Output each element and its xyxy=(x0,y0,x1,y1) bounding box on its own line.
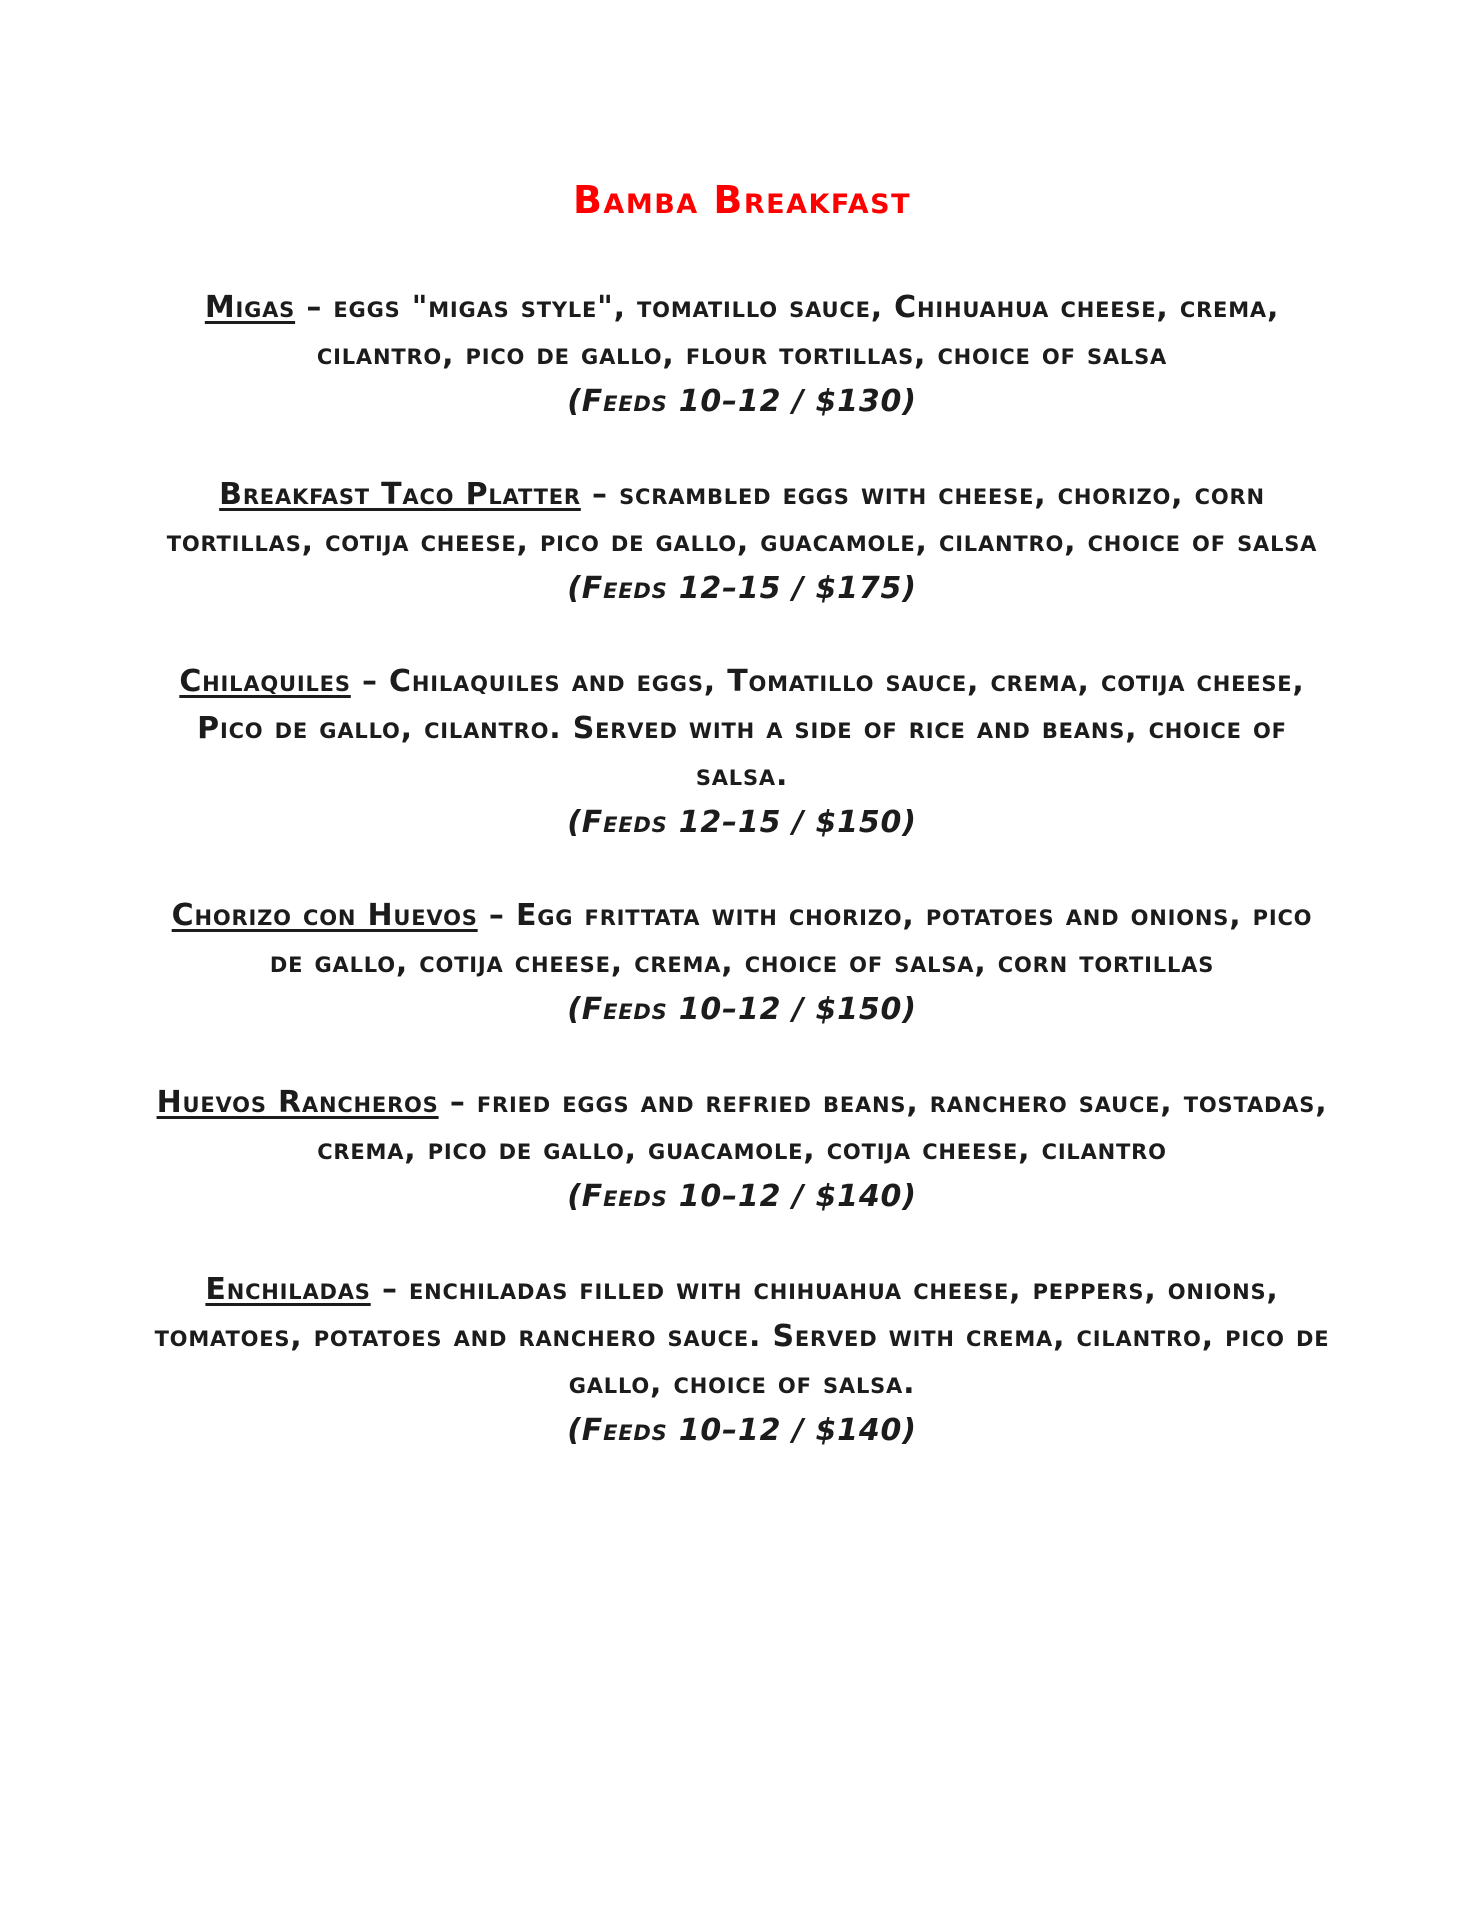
menu-item-name: Huevos Rancheros xyxy=(156,1085,439,1120)
menu-item xyxy=(152,471,1332,612)
menu-item-feeds-price: (Feeds 10–12 / $130) xyxy=(567,384,917,419)
menu-item-text xyxy=(152,1079,1332,1173)
menu-content xyxy=(152,0,1332,1454)
menu-item-text xyxy=(152,892,1332,986)
menu-item xyxy=(152,1079,1332,1220)
menu-item-text xyxy=(152,284,1332,378)
menu-item-feeds-price: (Feeds 10–12 / $140) xyxy=(567,1179,917,1214)
menu-item-description: – Egg frittata with chorizo, potatoes and onions, pico de gallo, cotija cheese, crema, choice of salsa, corn tortillas xyxy=(269,898,1313,980)
page-title: Bamba Breakfast xyxy=(572,178,912,222)
menu-item xyxy=(152,892,1332,1033)
menu-item-feeds-price: (Feeds 10–12 / $150) xyxy=(567,992,917,1027)
menu-item-feeds-price: (Feeds 12–15 / $150) xyxy=(567,805,917,840)
menu-item xyxy=(152,1266,1332,1454)
menu-item-feeds-price: (Feeds 12–15 / $175) xyxy=(567,571,917,606)
menu-item-name: Chorizo con Huevos xyxy=(171,898,478,933)
menu-item-text xyxy=(152,471,1332,565)
menu-item xyxy=(152,284,1332,425)
menu-item-name: Migas xyxy=(204,290,296,325)
menu-item-description: – Chilaquiles and eggs, Tomatillo sauce, crema, cotija cheese, Pico de gallo, cilantro. Served with a side of rice and beans, choice of salsa. xyxy=(197,664,1305,793)
menu-item-description: – scrambled eggs with cheese, chorizo, corn tortillas, cotija cheese, pico de gallo, guacamole, cilantro, choice of salsa xyxy=(166,477,1318,559)
menu-item xyxy=(152,658,1332,846)
menu-item-description: – fried eggs and refried beans, ranchero sauce, tostadas, crema, pico de gallo, guacamole, cotija cheese, cilantro xyxy=(317,1085,1328,1167)
menu-item-description: – eggs "migas style", tomatillo sauce, Chihuahua cheese, crema, cilantro, pico de gallo, flour tortillas, choice of salsa xyxy=(295,290,1280,372)
menu-item-description: – enchiladas filled with chihuahua cheese, peppers, onions, tomatoes, potatoes and ranchero sauce. Served with crema, cilantro, pico de gallo, choice of salsa. xyxy=(154,1272,1330,1401)
menu-item-feeds-price: (Feeds 10–12 / $140) xyxy=(567,1413,917,1448)
menu-item-text xyxy=(152,1266,1332,1407)
menu-item-text xyxy=(152,658,1332,799)
menu-item-name: Chilaquiles xyxy=(179,664,351,699)
menu-item-name: Enchiladas xyxy=(205,1272,371,1307)
menu-item-name: Breakfast Taco Platter xyxy=(219,477,581,512)
menu-items-list xyxy=(152,284,1332,1454)
